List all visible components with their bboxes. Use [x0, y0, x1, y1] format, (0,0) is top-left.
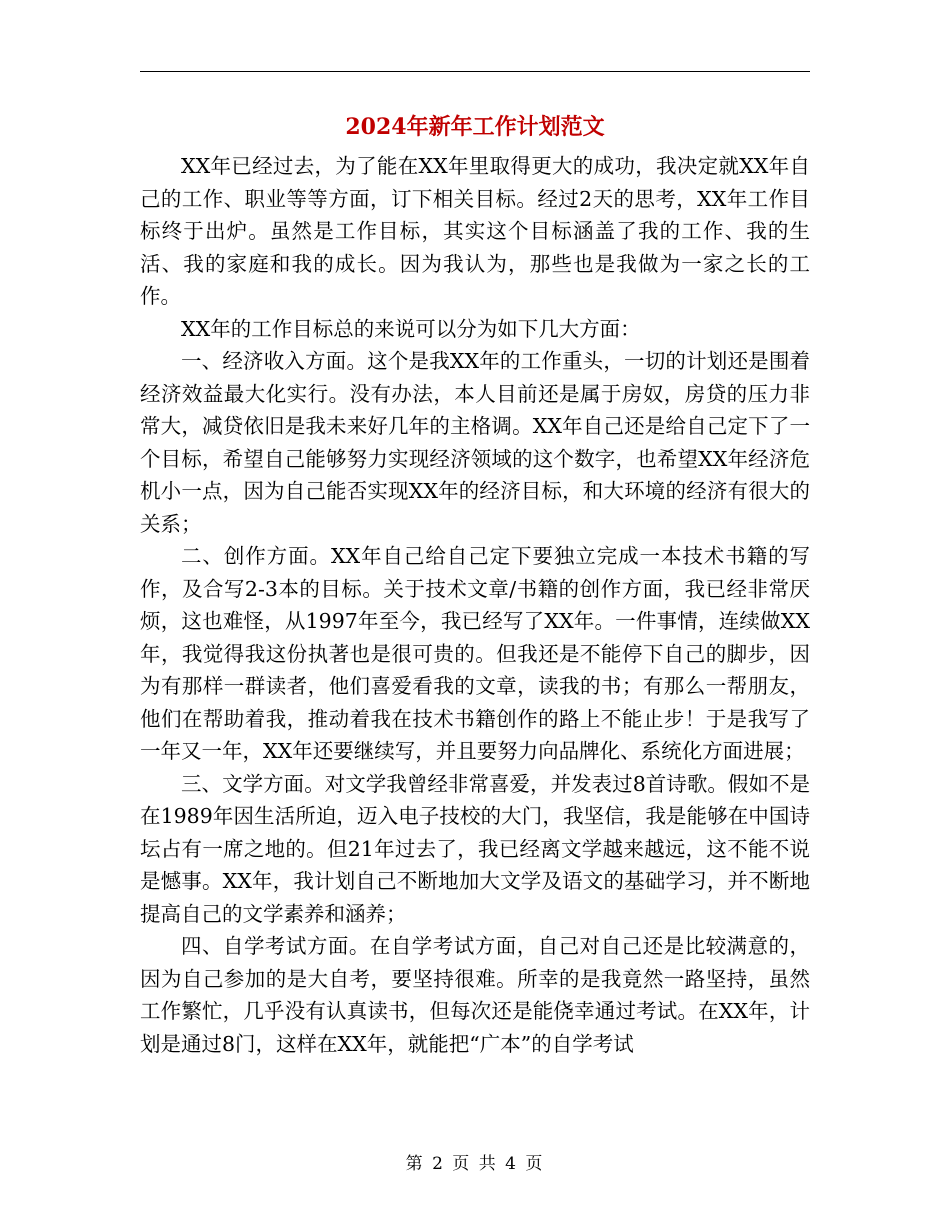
paragraph-writing: 二、创作方面。XX年自己给自己定下要独立完成一本技术书籍的写作，及合写2-3本的目标。关于技术文章/书籍的创作方面，我已经非常厌烦，这也难怪，从1997年至今，我已经写了XX年。一件事情，连续做XX年，我觉得我这份执著也是很可贵的。但我还是不能停下自己的脚步，因为有那样一群读者，他们喜爱看我的文章，读我的书；有那么一帮朋友，他们在帮助着我，推动着我在技术书籍创作的路上不能止步！于是我写了一年又一年，XX年还要继续写，并且要努力向品牌化、系统化方面进展； — [140, 544, 810, 763]
header-rule — [140, 71, 810, 72]
paragraph-intro: XX年已经过去，为了能在XX年里取得更大的成功，我决定就XX年自己的工作、职业等等方面，订下相关目标。经过2天的思考，XX年工作目标终于出炉。虽然是工作目标，其实这个目标涵盖了我的工作、我的生活、我的家庭和我的成长。因为我认为，那些也是我做为一家之长的工作。 — [140, 154, 810, 308]
paragraph-economic: 一、经济收入方面。这个是我XX年的工作重头，一切的计划还是围着经济效益最大化实行。没有办法，本人目前还是属于房奴，房贷的压力非常大，减贷依旧是我未来好几年的主格调。XX年自己还是给自己定下了一个目标，希望自己能够努力实现经济领域的这个数字，也希望XX年经济危机小一点，因为自己能否实现XX年的经济目标，和大环境的经济有很大的关系； — [140, 349, 810, 536]
paragraph-self-study-exam: 四、自学考试方面。在自学考试方面，自己对自己还是比较满意的，因为自己参加的是大自考，要坚持很难。所幸的是我竟然一路坚持，虽然工作繁忙，几乎没有认真读书，但每次还是能侥幸通过考试。在XX年，计划是通过8门，这样在XX年，就能把“广本”的自学考试 — [140, 934, 810, 1056]
page-number-footer: 第 2 页 共 4 页 — [405, 1154, 545, 1174]
document-body — [140, 150, 810, 1060]
paragraph-literature: 三、文学方面。对文学我曾经非常喜爱，并发表过8首诗歌。假如不是在1989年因生活所迫，迈入电子技校的大门，我坚信，我是能够在中国诗坛占有一席之地的。但21年过去了，我已经离文学越来越远，这不能不说是憾事。XX年，我计划自己不断地加大文学及语文的基础学习，并不断地提高自己的文学素养和涵养； — [140, 771, 810, 926]
document-title: 2024年新年工作计划范文 — [345, 114, 605, 140]
paragraph-overview: XX年的工作目标总的来说可以分为如下几大方面： — [181, 316, 641, 341]
